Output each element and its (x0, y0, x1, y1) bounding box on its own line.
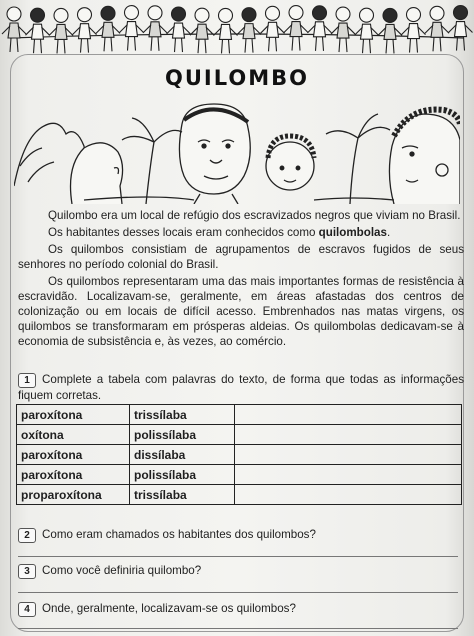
paragraph-2-text: Os habitantes desses locais eram conhecidos como (48, 226, 319, 239)
question-2 (18, 528, 464, 543)
question-number-3: 3 (18, 564, 36, 579)
table-row (17, 445, 462, 465)
accent-cell: paroxítona (17, 445, 130, 465)
answer-cell[interactable] (235, 445, 462, 465)
child-figure (331, 7, 355, 52)
paragraph-4: Os quilombos representaram uma das mais importantes formas de resistência à escravidão. Localizavam-se, geralmente, em áreas afastadas dos centros de colonização ou em locais de difícil acesso. Embrenhados nas matas virgens, os quilombos se transformaram em prósperas aldeias. Os quilombolas dedicavam-se à economia de subsistência e, às vezes, ao comércio. (18, 275, 464, 348)
syllable-cell: polissílaba (130, 425, 235, 445)
answer-line-2[interactable] (18, 556, 458, 557)
child-figure (261, 6, 285, 51)
answer-cell[interactable] (235, 405, 462, 425)
question-number-2: 2 (18, 528, 36, 543)
question-4 (18, 602, 464, 617)
table-row (17, 405, 462, 425)
question-number-1: 1 (18, 373, 36, 388)
child-figure (190, 8, 214, 53)
child-figure (96, 6, 120, 51)
child-figure (402, 8, 426, 53)
accent-cell: proparoxítona (17, 485, 130, 505)
answer-cell[interactable] (235, 465, 462, 485)
syllable-cell: dissílaba (130, 445, 235, 465)
answer-cell[interactable] (235, 485, 462, 505)
child-figure (120, 6, 144, 51)
text-body (18, 208, 464, 351)
child-figure (143, 6, 167, 51)
word-classification-table (16, 404, 462, 505)
question-1-text: Complete a tabela com palavras do texto, de forma que todas as informações fiquem corretas. (18, 373, 464, 402)
syllable-cell: trissílaba (130, 405, 235, 425)
answer-cell[interactable] (235, 425, 462, 445)
syllable-cell: trissílaba (130, 485, 235, 505)
paragraph-3: Os quilombos consistiam de agrupamentos de escravos fugidos de seus senhores no período colonial do Brasil. (18, 243, 464, 271)
page-title: QUILOMBO (165, 66, 309, 90)
question-number-4: 4 (18, 602, 36, 617)
question-3-text: Como você definiria quilombo? (42, 564, 202, 577)
child-figure (73, 8, 97, 53)
question-4-text: Onde, geralmente, localizavam-se os quilombos? (42, 602, 296, 615)
accent-cell: paroxítona (17, 405, 130, 425)
answer-line-4[interactable] (18, 628, 458, 629)
child-figure (378, 8, 402, 53)
paragraph-2-end: . (386, 226, 391, 239)
child-figure (2, 7, 26, 52)
child-figure (26, 8, 50, 53)
accent-cell: paroxítona (17, 465, 130, 485)
paragraph-1: Quilombo era um local de refúgio dos escravizados negros que viviam no Brasil. (48, 209, 461, 222)
paragraph-2 (18, 225, 464, 240)
question-2-text: Como eram chamados os habitantes dos quilombos? (42, 528, 316, 541)
child-figure (308, 6, 332, 51)
table-row (17, 425, 462, 445)
child-figure (449, 6, 473, 51)
child-figure (49, 8, 73, 53)
child-figure (355, 8, 379, 53)
child-figure (284, 6, 308, 51)
child-figure (214, 8, 238, 53)
syllable-cell: polissílaba (130, 465, 235, 485)
quilombo-people-illustration (14, 96, 460, 204)
child-figure (237, 8, 261, 53)
answer-line-3[interactable] (18, 592, 458, 593)
quilombolas-bold-word: quilombolas (318, 226, 387, 239)
question-3 (18, 564, 464, 579)
child-figure (167, 7, 191, 52)
table-row (17, 465, 462, 485)
question-1 (18, 372, 464, 403)
child-figure (425, 6, 449, 51)
accent-cell: oxítona (17, 425, 130, 445)
table-row (17, 485, 462, 505)
